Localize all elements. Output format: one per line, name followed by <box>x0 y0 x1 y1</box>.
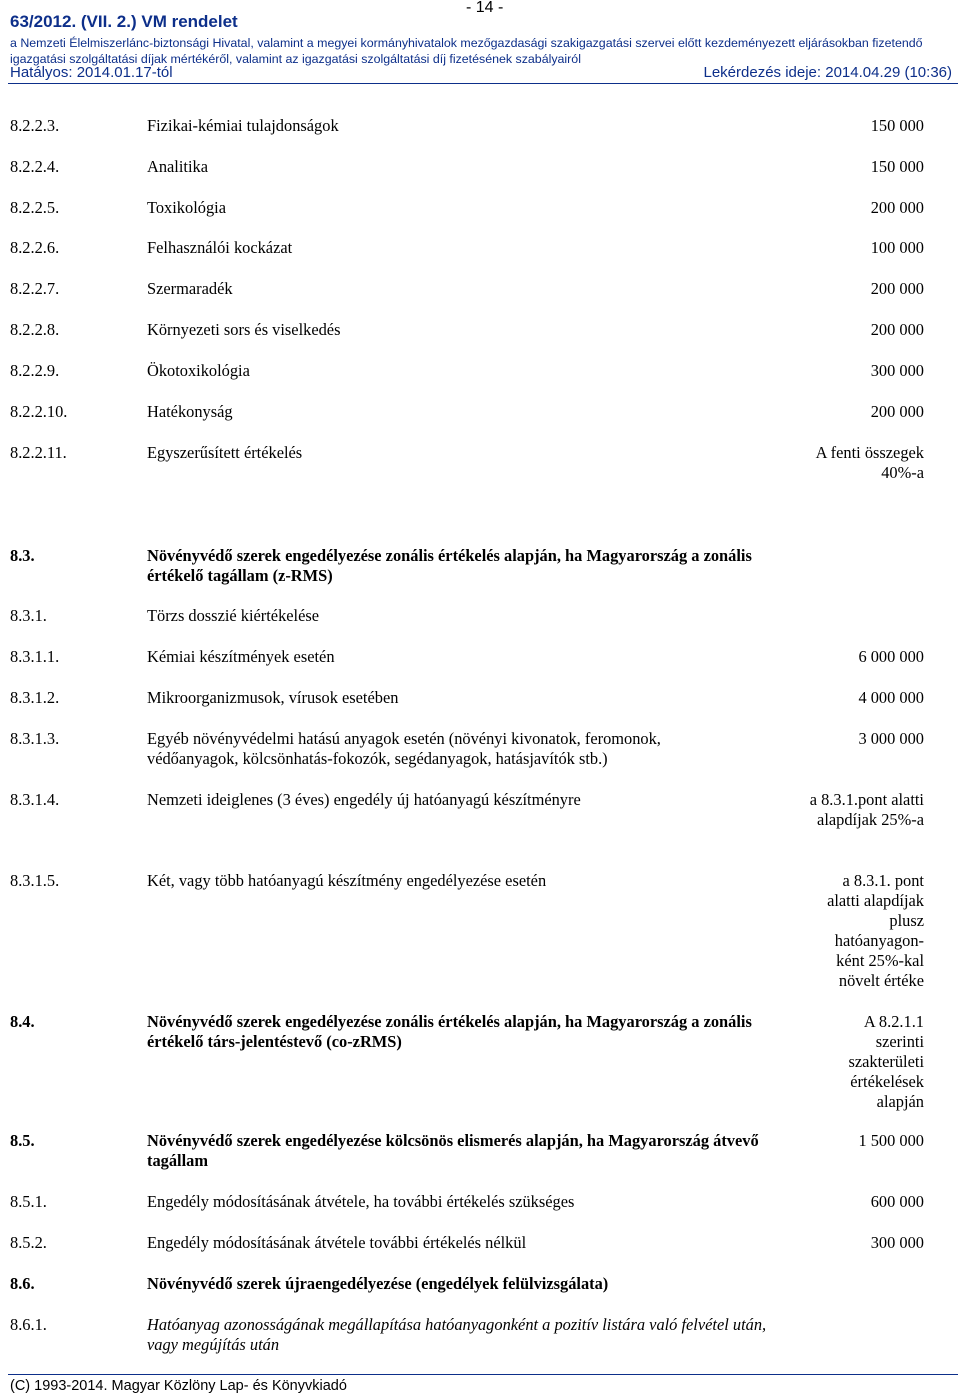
row-number: 8.6.1. <box>10 1315 47 1334</box>
effective-date: Hatályos: 2014.01.17-tól <box>10 64 173 81</box>
row-amount: 200 000 <box>870 279 924 298</box>
row-text: Toxikológia <box>147 198 226 217</box>
row-text: Környezeti sors és viselkedés <box>147 320 341 339</box>
row-amount: 200 000 <box>870 198 924 217</box>
page-number: - 14 - <box>466 0 504 16</box>
document-subtitle-line-1: a Nemzeti Élelmiszerlánc-biztonsági Hivatal, valamint a megyei kormányhivatalok mezőgazdasági szakigazgatási szervei előtt kezdeményezett eljárásokban fizetendő <box>10 36 923 50</box>
row-text: Hatékonyság <box>147 402 233 421</box>
row-number: 8.5. <box>10 1131 35 1150</box>
row-number: 8.6. <box>10 1274 35 1293</box>
row-number: 8.2.2.8. <box>10 320 60 339</box>
row-text: Két, vagy több hatóanyagú készítmény engedélyezése esetén <box>147 871 547 890</box>
row-number: 8.2.2.10. <box>10 402 68 421</box>
row-number: 8.3.1.3. <box>10 729 60 748</box>
row-number: 8.3.1.4. <box>10 790 60 809</box>
row-number: 8.3. <box>10 546 35 565</box>
row-number: 8.3.1.2. <box>10 688 60 707</box>
row-amount: 6 000 000 <box>858 647 924 666</box>
footer-divider <box>8 1374 958 1375</box>
row-text: Kémiai készítmények esetén <box>147 647 335 666</box>
query-date: Lekérdezés ideje: 2014.04.29 (10:36) <box>703 64 952 81</box>
document-subtitle-line-2: igazgatási szolgáltatási díjak mértékéről, valamint az igazgatási szolgáltatási díj fizetésének szabályairól <box>10 52 581 66</box>
row-number: 8.3.1.5. <box>10 871 60 890</box>
row-amount: A fenti összegek 40%-a <box>815 443 924 482</box>
row-text: Mikroorganizmusok, vírusok esetében <box>147 688 399 707</box>
row-text: Engedély módosításának átvétele további értékelés nélkül <box>147 1233 527 1252</box>
row-text: Felhasználói kockázat <box>147 238 293 257</box>
row-number: 8.5.2. <box>10 1233 47 1252</box>
row-text: Analitika <box>147 157 208 176</box>
row-number: 8.2.2.3. <box>10 116 60 135</box>
row-number: 8.2.2.5. <box>10 198 60 217</box>
row-amount: 150 000 <box>870 116 924 135</box>
row-text: Fizikai-kémiai tulajdonságok <box>147 116 339 135</box>
row-amount: a 8.3.1. pont alatti alapdíjak plusz hatóanyagon-ként 25%-kal növelt értéke <box>827 871 924 990</box>
row-amount: 200 000 <box>870 320 924 339</box>
page-header <box>0 0 960 84</box>
footer-copyright: (C) 1993-2014. Magyar Közlöny Lap- és Könyvkiadó <box>10 1378 347 1394</box>
row-amount: 200 000 <box>870 402 924 421</box>
row-text: Szermaradék <box>147 279 233 298</box>
row-text: Növényvédő szerek engedélyezése zonális értékelés alapján, ha Magyarország a zonális értékelő tagállam (z-RMS) <box>147 546 752 585</box>
row-amount: 100 000 <box>870 238 924 257</box>
row-amount: 600 000 <box>870 1192 924 1211</box>
row-amount: 150 000 <box>870 157 924 176</box>
row-text: Növényvédő szerek újraengedélyezése (engedélyek felülvizsgálata) <box>147 1274 609 1293</box>
row-text: Ökotoxikológia <box>147 361 250 380</box>
row-amount: 4 000 000 <box>858 688 924 707</box>
row-number: 8.4. <box>10 1012 35 1031</box>
row-text: Egyéb növényvédelmi hatású anyagok esetén (növényi kivonatok, feromonok, védőanyagok, kölcsönhatás-fokozók, segédanyagok, hatásjavítók stb.) <box>147 729 661 768</box>
row-amount: 300 000 <box>870 361 924 380</box>
row-amount: A 8.2.1.1 szerinti szakterületi értékelések alapján <box>848 1012 924 1111</box>
row-amount: 1 500 000 <box>858 1131 924 1150</box>
row-number: 8.5.1. <box>10 1192 47 1211</box>
row-text: Növényvédő szerek engedélyezése kölcsönös elismerés alapján, ha Magyarország átvevő tagállam <box>147 1131 759 1170</box>
row-number: 8.3.1. <box>10 606 47 625</box>
row-text: Növényvédő szerek engedélyezése zonális értékelés alapján, ha Magyarország a zonális értékelő társ-jelentéstevő (co-zRMS) <box>147 1012 752 1051</box>
row-text: Hatóanyag azonosságának megállapítása hatóanyagonként a pozitív listára való felvétel után, vagy megújítás után <box>147 1315 767 1354</box>
row-number: 8.2.2.11. <box>10 443 67 462</box>
row-amount: 3 000 000 <box>858 729 924 748</box>
row-number: 8.2.2.9. <box>10 361 60 380</box>
row-text: Engedély módosításának átvétele, ha további értékelés szükséges <box>147 1192 575 1211</box>
row-number: 8.2.2.6. <box>10 238 60 257</box>
row-text: Törzs dosszié kiértékelése <box>147 606 320 625</box>
row-number: 8.2.2.7. <box>10 279 60 298</box>
row-number: 8.3.1.1. <box>10 647 60 666</box>
row-number: 8.2.2.4. <box>10 157 60 176</box>
header-divider <box>8 83 958 84</box>
row-amount: 300 000 <box>870 1233 924 1252</box>
row-text: Egyszerűsített értékelés <box>147 443 303 462</box>
row-amount: a 8.3.1.pont alatti alapdíjak 25%-a <box>809 790 924 829</box>
document-title: 63/2012. (VII. 2.) VM rendelet <box>10 12 238 31</box>
row-text: Nemzeti ideiglenes (3 éves) engedély új hatóanyagú készítményre <box>147 790 581 809</box>
